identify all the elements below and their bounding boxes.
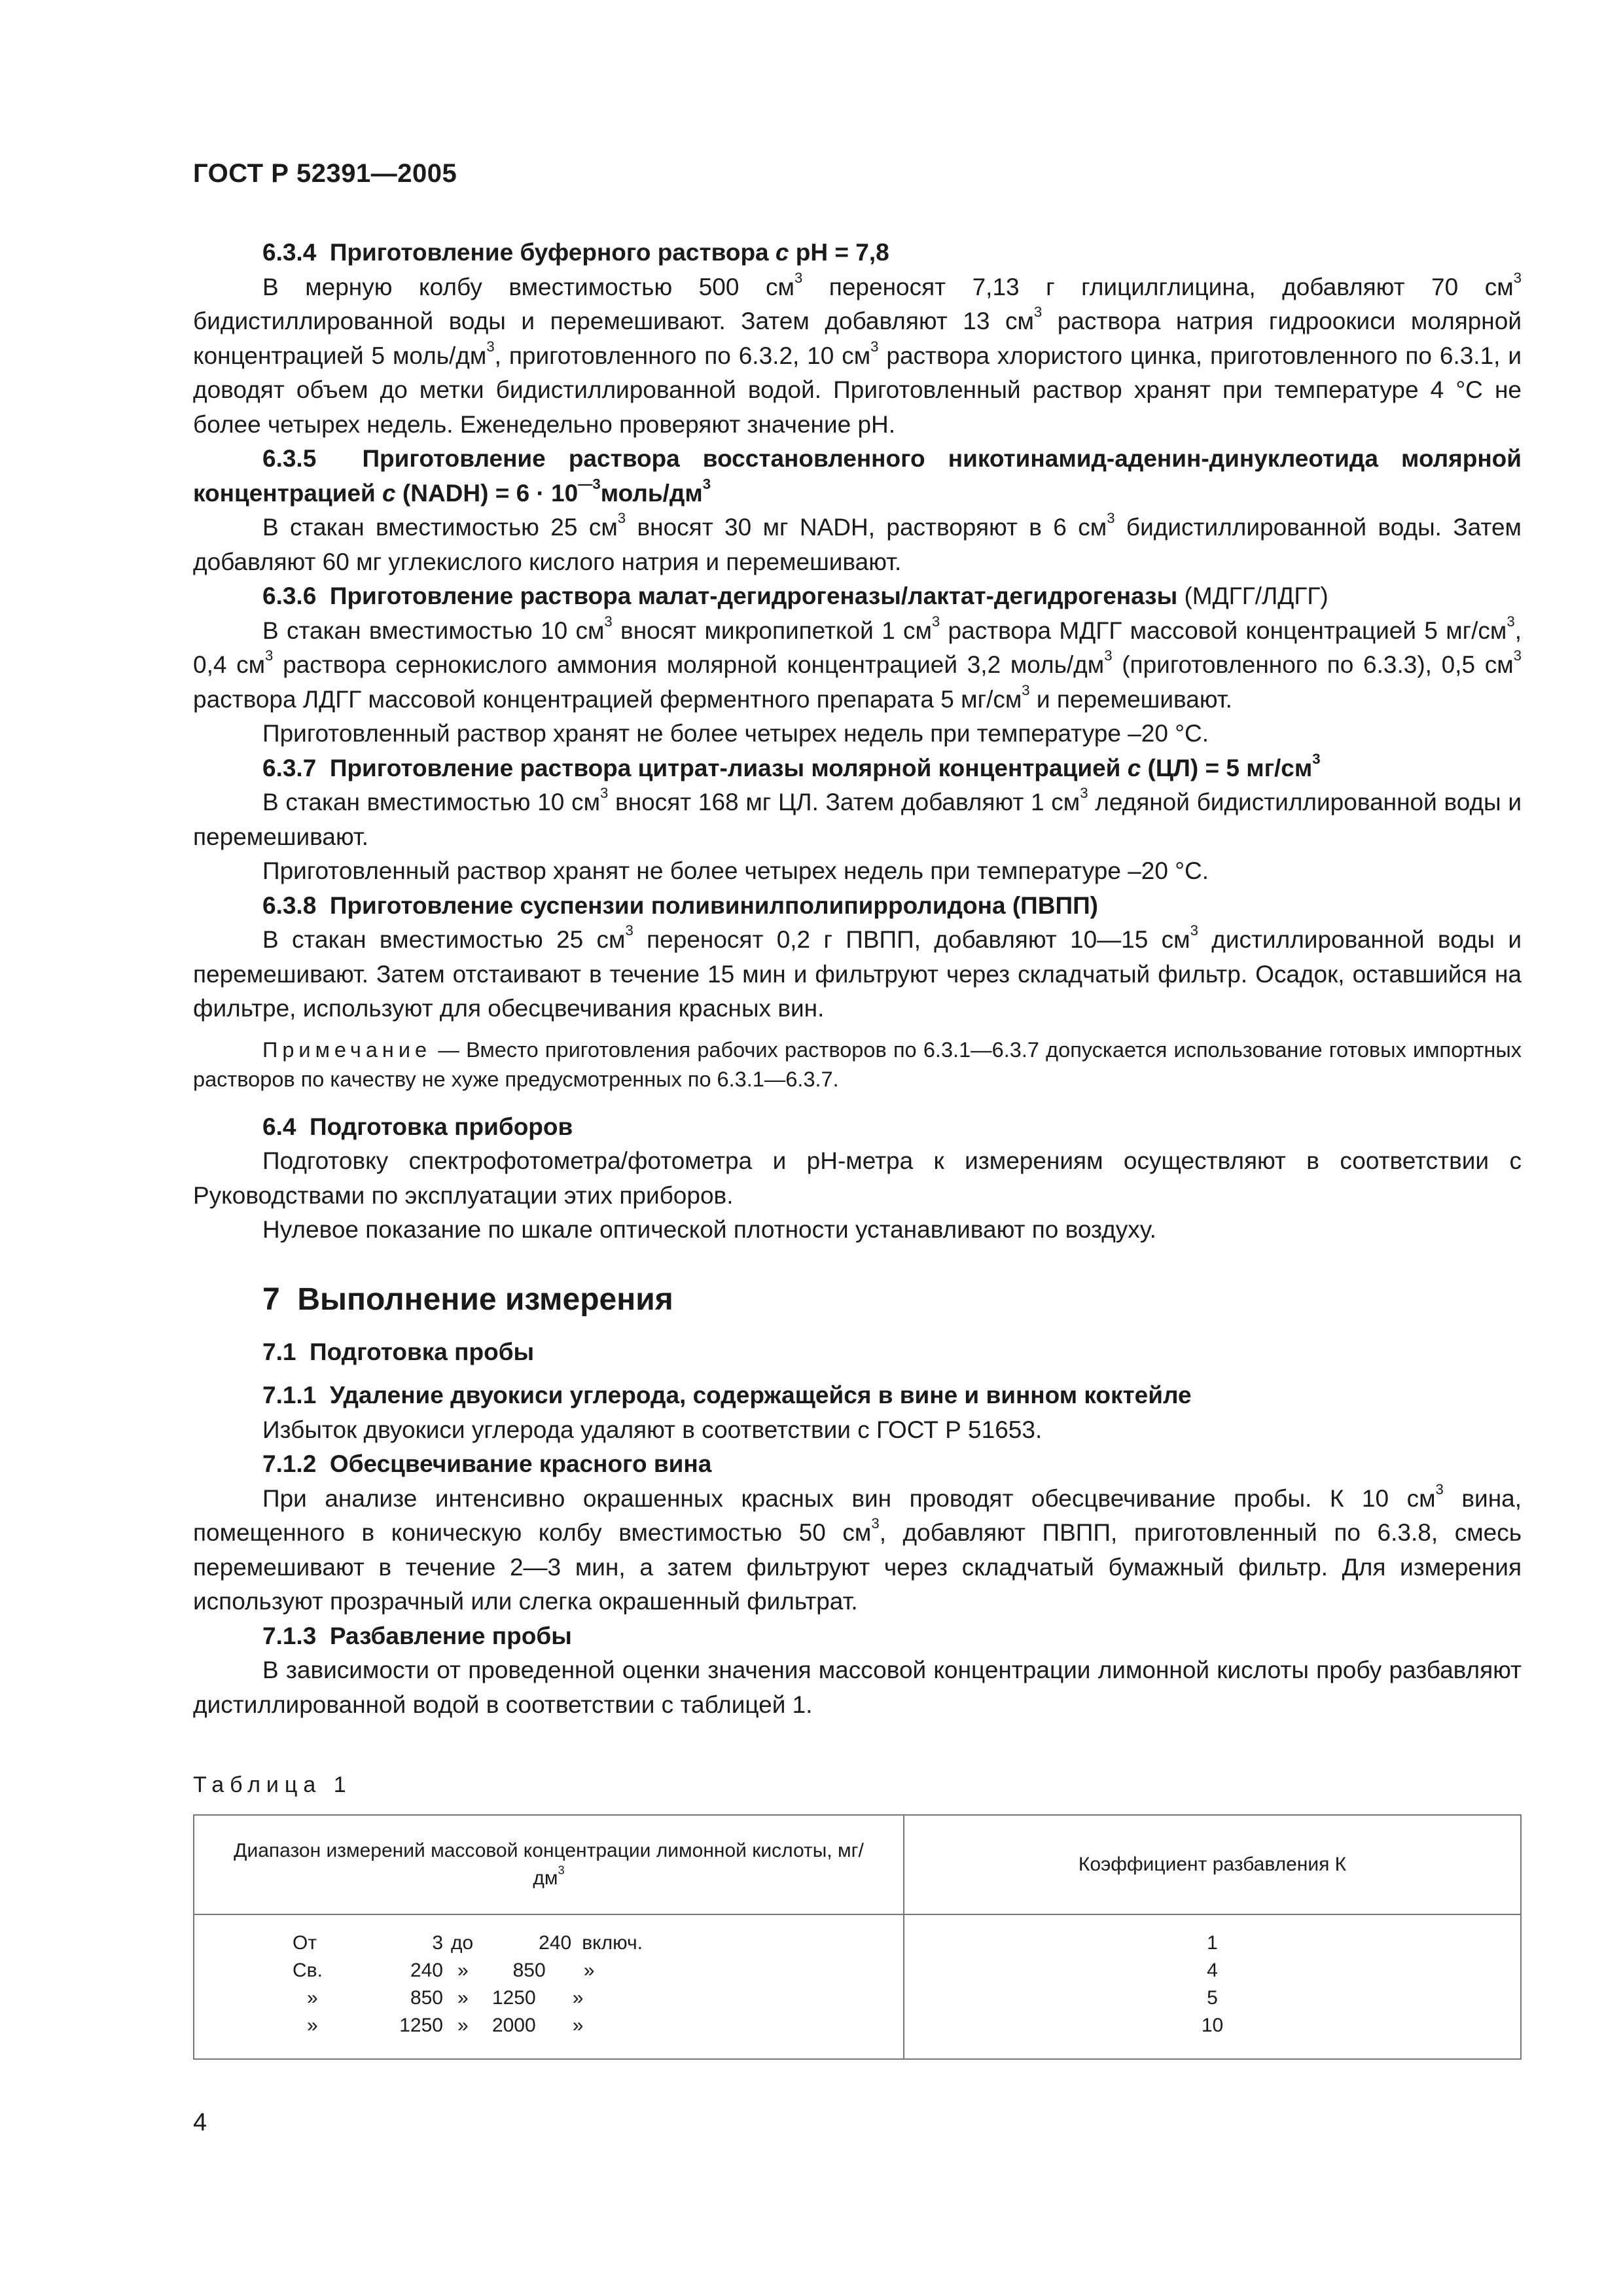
note-label: Примечание bbox=[262, 1037, 432, 1062]
section-6-3-7-storage: Приготовленный раствор хранят не более четырех недель при температуре –20 °С. bbox=[262, 857, 1209, 884]
document-id-header: ГОСТ Р 52391—2005 bbox=[193, 159, 457, 188]
section-6-3-7-heading: 6.3.7 Приготовление раствора цитрат-лиазы молярной концентрацией с (ЦЛ) = 5 $мг/см^3$ bbox=[262, 750, 1321, 781]
table-1 bbox=[193, 1814, 1522, 2060]
section-7-1-3-heading: 7.1.3 Разбавление пробы bbox=[262, 1622, 572, 1649]
section-6-4-body: Подготовку спектрофотометра/фотометра и pH-метра к измерениям осуществляют в соответствии с Руководствами по эксплуатации этих приборов. bbox=[193, 1147, 1522, 1209]
section-6-3-8-body: В стакан вместимостью 25 $см^3$ переносят 0,2 г ПВПП, добавляют 10—15 $см^3$ дистиллированной воды и перемешивают. Затем отстаивают в течение 15 мин и фильтруют через складчатый фильтр. Осадок, оставшийся на фильтре, используют для обесцвечивания красных вин. bbox=[193, 922, 1522, 1022]
section-7-1-1-heading: 7.1.1 Удаление двуокиси углерода, содержащейся в вине и винном коктейле bbox=[262, 1382, 1192, 1408]
range-line: Св. 240 » 850 » bbox=[293, 1959, 595, 1981]
section-6-3-5-body: В стакан вместимостью 25 $см^3$ вносят 30 мг NADH, растворяют в 6 $см^3$ бидистиллированной воды. Затем добавляют 60 мг углекислого кислого натрия и перемешивают. bbox=[193, 510, 1522, 575]
section-6-3-4-body: В мерную колбу вместимостью 500 $см^3$ переносят 7,13 г глицилглицина, добавляют 70 $см^3$ бидистиллированной воды и перемешивают. Затем добавляют 13 $см^3$ раствора натрия гидроокиси молярной концентрацией 5 моль/$дм^3$, приготовленного по 6.3.2, 10 $см^3$ раствора хлористого цинка, приготовленного по 6.3.1, и доводят объем до метки бидистиллированной водой. Приготовленный раствор хранят при температуре 4 °С не более четырех недель. Еженедельно проверяют значение pH. bbox=[193, 269, 1522, 438]
section-7-heading: 7 Выполнение измерения bbox=[262, 1282, 673, 1317]
coefficient-value: 1 bbox=[1207, 1931, 1218, 1954]
range-cell bbox=[194, 1914, 904, 2059]
section-7-1-2-body: При анализе интенсивно окрашенных красных вин проводят обесцвечивание пробы. К 10 $см^3$ вина, помещенного в коническую колбу вместимостью 50 $см^3$, добавляют ПВПП, приготовленный по 6.3.8, смесь перемешивают в течение 2—3 мин, а затем фильтруют через складчатый бумажный фильтр. Для измерения используют прозрачный или слегка окрашенный фильтрат. bbox=[193, 1480, 1522, 1615]
section-6-3-8-heading: 6.3.8 Приготовление суспензии поливинилполипирролидона (ПВПП) bbox=[262, 891, 1098, 919]
section-7-1-2-heading: 7.1.2 Обесцвечивание красного вина bbox=[262, 1450, 712, 1477]
note-text: — Вместо приготовления рабочих растворов по 6.3.1—6.3.7 допускается использование готовых импортных растворов по качеству не хуже предусмотренных по 6.3.1—6.3.7. bbox=[193, 1037, 1522, 1091]
section-6-3-4-heading: 6.3.4 Приготовление буферного раствора с pH = 7,8 bbox=[262, 239, 889, 266]
section-6-4-heading: 6.4 Подготовка приборов bbox=[262, 1113, 573, 1140]
table-header-range: Диапазон измерений массовой концентрации лимонной кислоты, $мг/дм^3$ bbox=[194, 1815, 904, 1914]
table-header-coefficient: Коэффициент разбавления К bbox=[904, 1815, 1521, 1914]
section-6-4-zero-reading: Нулевое показание по шкале оптической плотности устанавливают по воздуху. bbox=[262, 1216, 1156, 1243]
section-7-1-1-body: Избыток двуокиси углерода удаляют в соответствии с ГОСТ Р 51653. bbox=[262, 1416, 1043, 1443]
note-paragraph bbox=[193, 1035, 1522, 1094]
coefficient-value: 10 bbox=[1201, 2014, 1224, 2036]
table-row bbox=[194, 1914, 1521, 2059]
section-6-3-5-heading: 6.3.5 Приготовление раствора восстановленного никотинамид-аденин-динуклеотида молярной концентрацией с (NADH) = $6 \cdot 10^{—3}моль/дм^3$ bbox=[193, 445, 1522, 507]
coefficient-value: 5 bbox=[1207, 1986, 1218, 2009]
section-7-1-heading: 7.1 Подготовка пробы bbox=[262, 1338, 535, 1365]
range-line: » 850 » 1250 » bbox=[307, 1986, 584, 2009]
section-6-3-6-storage: Приготовленный раствор хранят не более четырех недель при температуре –20 °С. bbox=[262, 720, 1209, 747]
coefficient-cell bbox=[904, 1914, 1521, 2059]
table-header-row bbox=[194, 1815, 1521, 1914]
table-1-caption: Таблица 1 bbox=[193, 1772, 352, 1797]
section-7-1-3-body: В зависимости от проведенной оценки значения массовой концентрации лимонной кислоты пробу разбавляют дистиллированной водой в соответствии с таблицей 1. bbox=[193, 1657, 1522, 1718]
page-content bbox=[193, 236, 1522, 2060]
range-line: » 1250 » 2000 » bbox=[307, 2014, 584, 2036]
range-line: От 3 до 240 включ. bbox=[293, 1931, 643, 1954]
page-number: 4 bbox=[193, 2109, 207, 2136]
section-6-3-7-body: В стакан вместимостью 10 $см^3$ вносят 168 мг ЦЛ. Затем добавляют 1 $см^3$ ледяной бидистиллированной воды и перемешивают. bbox=[193, 785, 1522, 850]
section-6-3-6-heading: 6.3.6 Приготовление раствора малат-дегидрогеназы/лактат-дегидрогеназы (МДГГ/ЛДГГ) bbox=[262, 583, 1329, 609]
coefficient-value: 4 bbox=[1207, 1959, 1218, 1981]
section-6-3-6-body: В стакан вместимостью 10 $см^3$ вносят микропипеткой 1 $см^3$ раствора МДГГ массовой концентрацией 5 $мг/см^3$, 0,4 $см^3$ раствора сернокислого аммония молярной концентрацией 3,2 моль/$дм^3$ (приготовленного по 6.3.3), 0,5 $см^3$ раствора ЛДГГ массовой концентрацией ферментного препарата 5 $мг/см^3$ и перемешивают. bbox=[193, 613, 1522, 713]
